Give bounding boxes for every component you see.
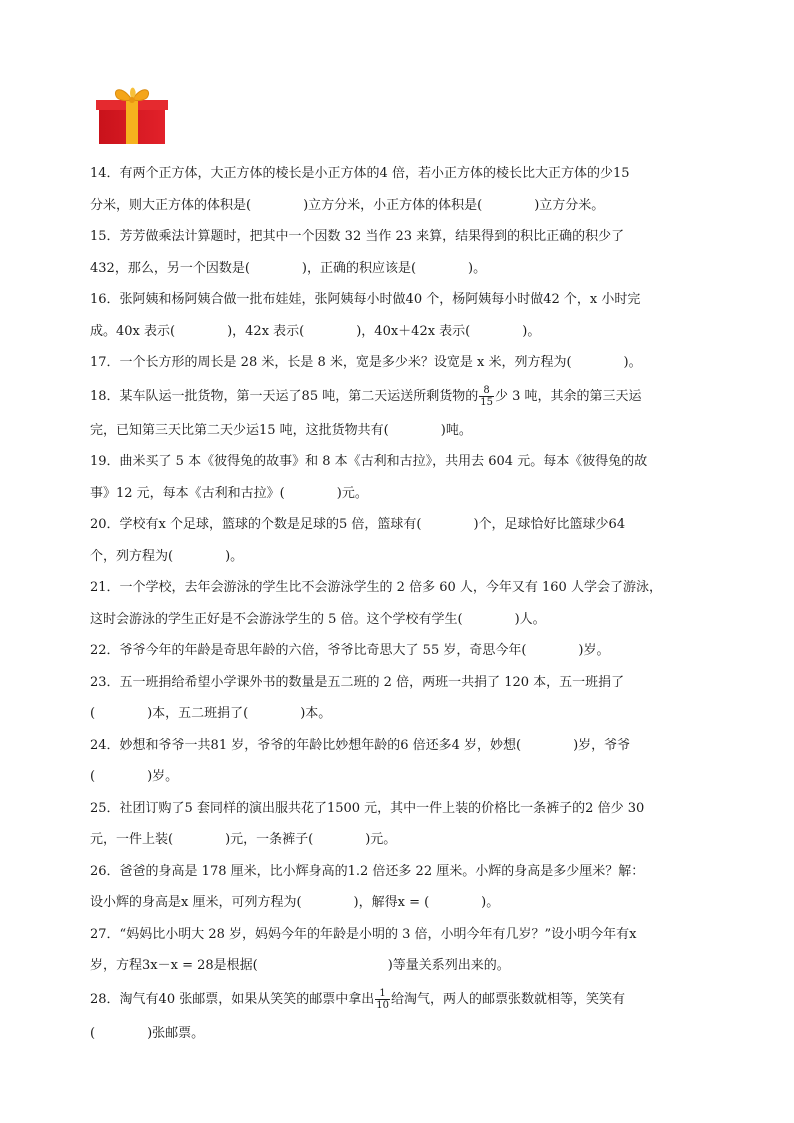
question-line: 21．一个学校，去年会游泳的学生比不会游泳学生的 2 倍多 60 人，今年又有 160 人学会了游泳，	[90, 580, 662, 595]
question-line: 25．社团订购了5 套同样的演出服共花了1500 元，其中一件上装的价格比一条裤子的2 倍少 30	[90, 800, 645, 816]
question-line: 432，那么，另一个因数是( )，正确的积应该是( )。	[90, 260, 487, 276]
fraction	[375, 988, 390, 1011]
question-line	[90, 982, 718, 1018]
question-line: ( )本，五二班捐了( )本。	[90, 706, 332, 721]
fraction-numerator: 8	[479, 385, 494, 397]
fraction-denominator: 10	[376, 999, 389, 1011]
question-line: 分米，则大正方体的体积是( )立方分米，小正方体的体积是( )立方分米。	[90, 197, 605, 213]
question-line: 事》12 元，每本《古利和古拉》( )元。	[90, 485, 368, 501]
question-15	[90, 221, 718, 284]
question-14	[90, 158, 718, 221]
question-line: 24．妙想和爷爷一共81 岁，爷爷的年龄比妙想年龄的6 倍还多4 岁，妙想( )岁，爷爷	[90, 737, 631, 753]
question-line: 15．芳芳做乘法计算题时，把其中一个因数 32 当作 23 来算，结果得到的积比正确的积少了	[90, 229, 625, 244]
question-line: 22．爷爷今年的年龄是奇思年龄的六倍，爷爷比奇思大了 55 岁，奇思今年( )岁。	[90, 643, 610, 658]
question-28	[90, 982, 718, 1050]
question-line	[90, 379, 718, 415]
question-text: 18．某车队运一批货物，第一天运了85 吨，第二天运送所剩货物的	[90, 388, 479, 404]
question-25	[90, 793, 718, 856]
question-24	[90, 730, 718, 793]
question-19	[90, 446, 718, 509]
fraction	[479, 385, 494, 408]
question-line: 27．“妈妈比小明大 28 岁，妈妈今年的年龄是小明的 3 倍，小明今年有几岁？”设小明今年有x	[90, 926, 637, 942]
question-line: 17．一个长方形的周长是 28 米，长是 8 米，宽是多少米？设宽是 x 米，列方程为( )。	[90, 355, 642, 370]
question-line: 20．学校有x 个足球，篮球的个数是足球的5 倍，篮球有( )个，足球恰好比篮球少64	[90, 517, 626, 532]
question-line: ( )张邮票。	[90, 1025, 205, 1041]
question-line: 个，列方程为( )。	[90, 548, 244, 564]
question-text: 28．淘气有40 张邮票，如果从笑笑的邮票中拿出	[90, 991, 375, 1007]
question-line: 26．爸爸的身高是 178 厘米，比小辉身高的1.2 倍还多 22 厘米。小辉的身高是多少厘米？解：	[90, 863, 645, 879]
fraction-numerator: 1	[375, 988, 390, 1000]
fraction-denominator: 15	[480, 396, 493, 408]
question-line: 这时会游泳的学生正好是不会游泳学生的 5 倍。这个学校有学生( )人。	[90, 611, 546, 627]
gift-box-icon	[93, 84, 171, 144]
question-line: 完，已知第三天比第二天少运15 吨，这批货物共有( )吨。	[90, 422, 472, 438]
question-20	[90, 509, 718, 572]
question-17	[90, 347, 718, 379]
question-21	[90, 572, 718, 635]
question-text: 少 3 吨，其余的第三天运	[494, 388, 642, 404]
question-line: 岁，方程3x－x = 28是根据( )等量关系列出来的。	[90, 958, 510, 973]
question-line: 设小辉的身高是x 厘米，可列方程为( )，解得x = ( )。	[90, 895, 500, 910]
question-line: 16．张阿姨和杨阿姨合做一批布娃娃，张阿姨每小时做40 个，杨阿姨每小时做42 个，x 小时完	[90, 292, 641, 307]
question-line: 19．曲米买了 5 本《彼得兔的故事》和 8 本《古利和古拉》，共用去 604 元。每本《彼得兔的故	[90, 454, 648, 469]
question-18	[90, 379, 718, 447]
question-line: 元，一件上装( )元，一条裤子( )元。	[90, 832, 397, 847]
question-line: ( )岁。	[90, 769, 179, 784]
question-27	[90, 919, 718, 982]
question-26	[90, 856, 718, 919]
question-text: 给淘气，两人的邮票张数就相等，笑笑有	[390, 991, 625, 1007]
question-22	[90, 635, 718, 667]
question-line: 成。40x 表示( )，42x 表示( )，40x＋42x 表示( )。	[90, 323, 541, 339]
question-line: 23．五一班捐给希望小学课外书的数量是五二班的 2 倍，两班一共捐了 120 本，五一班捐了	[90, 674, 625, 690]
question-line: 14．有两个正方体，大正方体的棱长是小正方体的4 倍，若小正方体的棱长比大正方体的少15	[90, 166, 630, 181]
question-23	[90, 667, 718, 730]
question-16	[90, 284, 718, 347]
question-list	[90, 158, 718, 1049]
